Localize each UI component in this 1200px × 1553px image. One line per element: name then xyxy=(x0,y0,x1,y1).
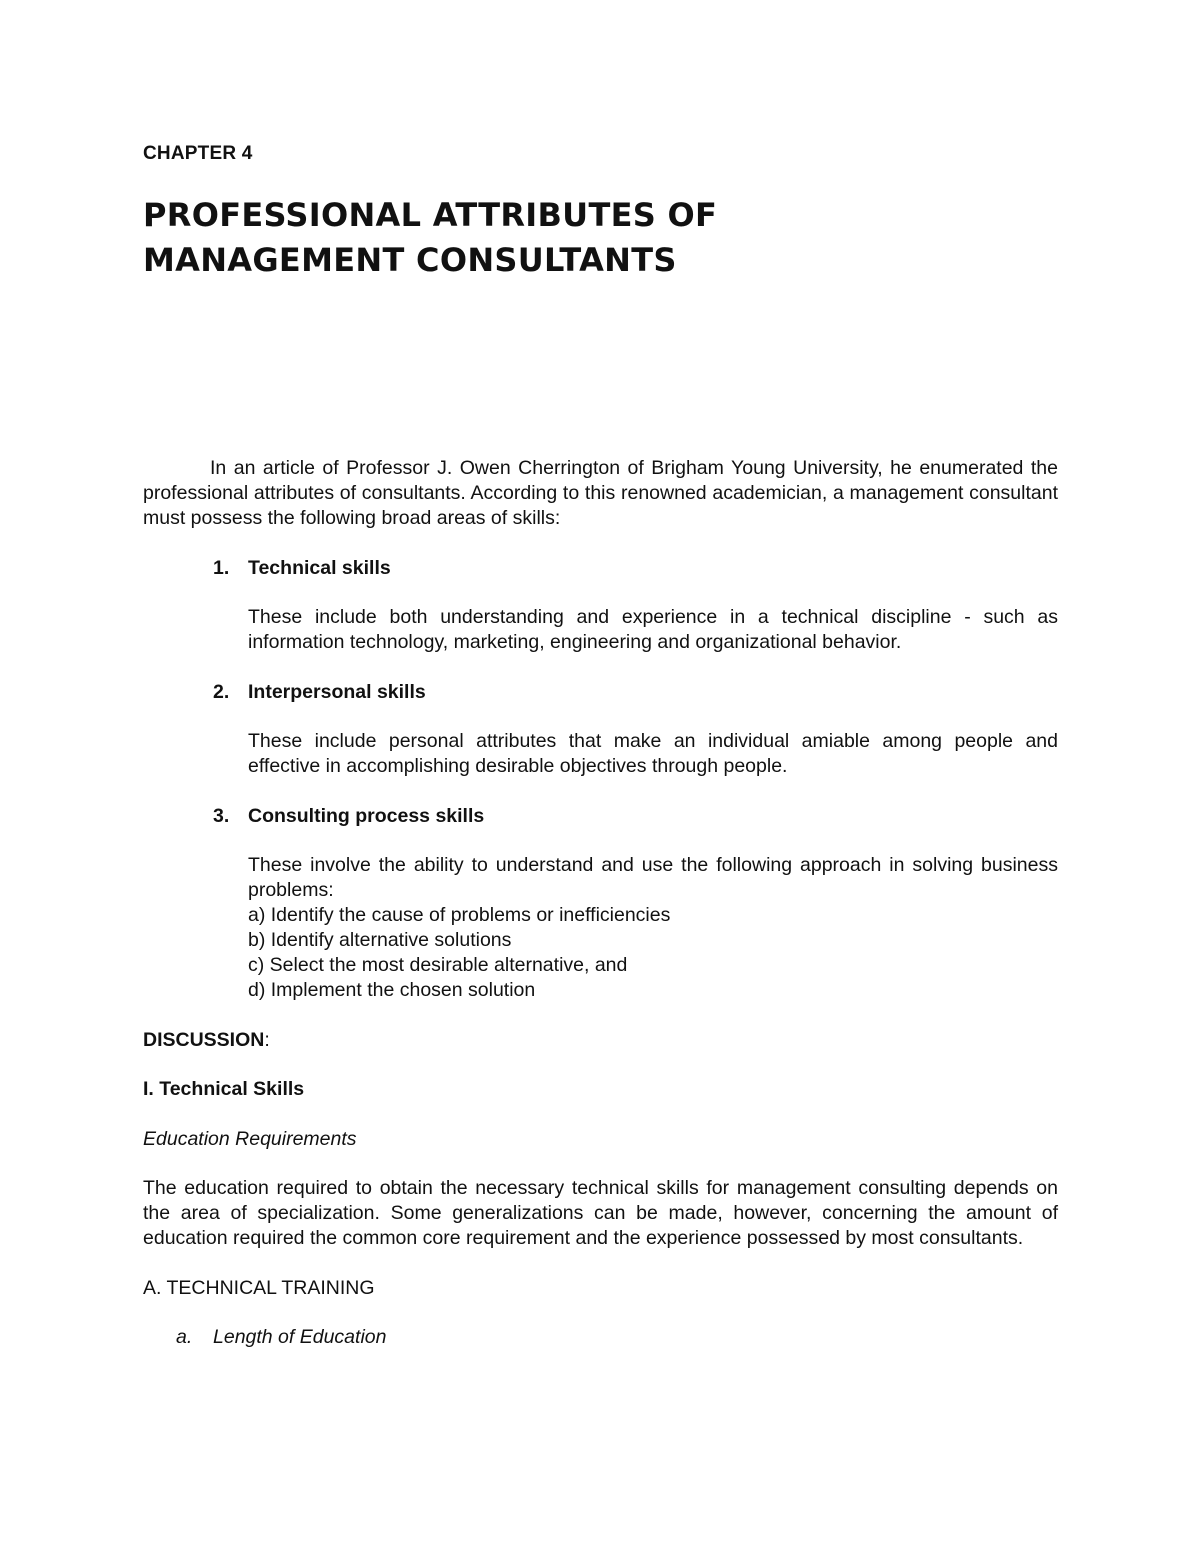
skill-heading-2 xyxy=(143,680,1058,705)
skill-heading-3 xyxy=(143,804,1058,829)
process-step: a) Identify the cause of problems or inefficiencies xyxy=(248,904,671,926)
skill-number-1: 1. xyxy=(213,556,230,579)
training-heading: A. TECHNICAL TRAINING xyxy=(143,1276,375,1299)
intro-paragraph: In an article of Professor J. Owen Cherrington of Brigham Young University, he enumerated the professional attributes of consultants. According to this renowned academician, a management consultant must possess the following broad areas of skills: xyxy=(143,457,1058,529)
skill-description-3: These involve the ability to understand and use the following approach in solving business problems: xyxy=(248,854,1058,901)
process-step: d) Implement the chosen solution xyxy=(248,979,536,1001)
skill-description-2: These include personal attributes that make an individual amiable among people and effective in accomplishing desirable objectives through people. xyxy=(248,730,1058,777)
skill-number-2: 2. xyxy=(213,680,230,703)
chapter-title xyxy=(143,193,1043,283)
discussion-label: DISCUSSION xyxy=(143,1028,265,1051)
skill-heading-text-3: Consulting process skills xyxy=(248,804,485,827)
training-item-label: Length of Education xyxy=(213,1326,387,1348)
document-body xyxy=(143,456,1058,1350)
chapter-label: CHAPTER 4 xyxy=(143,143,253,164)
training-item xyxy=(143,1325,1058,1350)
education-paragraph: The education required to obtain the necessary technical skills for management consulting depends on the area of specialization. Some generalizations can be made, however, concerning the amount of education required the common core requirement and the experience possessed by most consultants. xyxy=(143,1177,1058,1249)
discussion-colon: : xyxy=(264,1028,270,1051)
skill-description-1: These include both understanding and experience in a technical discipline - such as information technology, marketing, engineering and organizational behavior. xyxy=(248,606,1058,653)
discussion-heading xyxy=(143,1028,1058,1053)
skill-heading-text-2: Interpersonal skills xyxy=(248,680,426,703)
chapter-title-line-2: MANAGEMENT CONSULTANTS xyxy=(143,241,677,279)
skill-heading-1 xyxy=(143,556,1058,581)
skill-heading-text-1: Technical skills xyxy=(248,556,391,579)
chapter-title-line-1: PROFESSIONAL ATTRIBUTES OF xyxy=(143,196,718,234)
process-step: c) Select the most desirable alternative, and xyxy=(248,954,628,976)
section-heading: I. Technical Skills xyxy=(143,1078,305,1100)
subsection-heading: Education Requirements xyxy=(143,1127,357,1150)
skill-number-3: 3. xyxy=(213,804,230,827)
training-item-letter: a. xyxy=(176,1326,193,1348)
process-step: b) Identify alternative solutions xyxy=(248,929,512,951)
